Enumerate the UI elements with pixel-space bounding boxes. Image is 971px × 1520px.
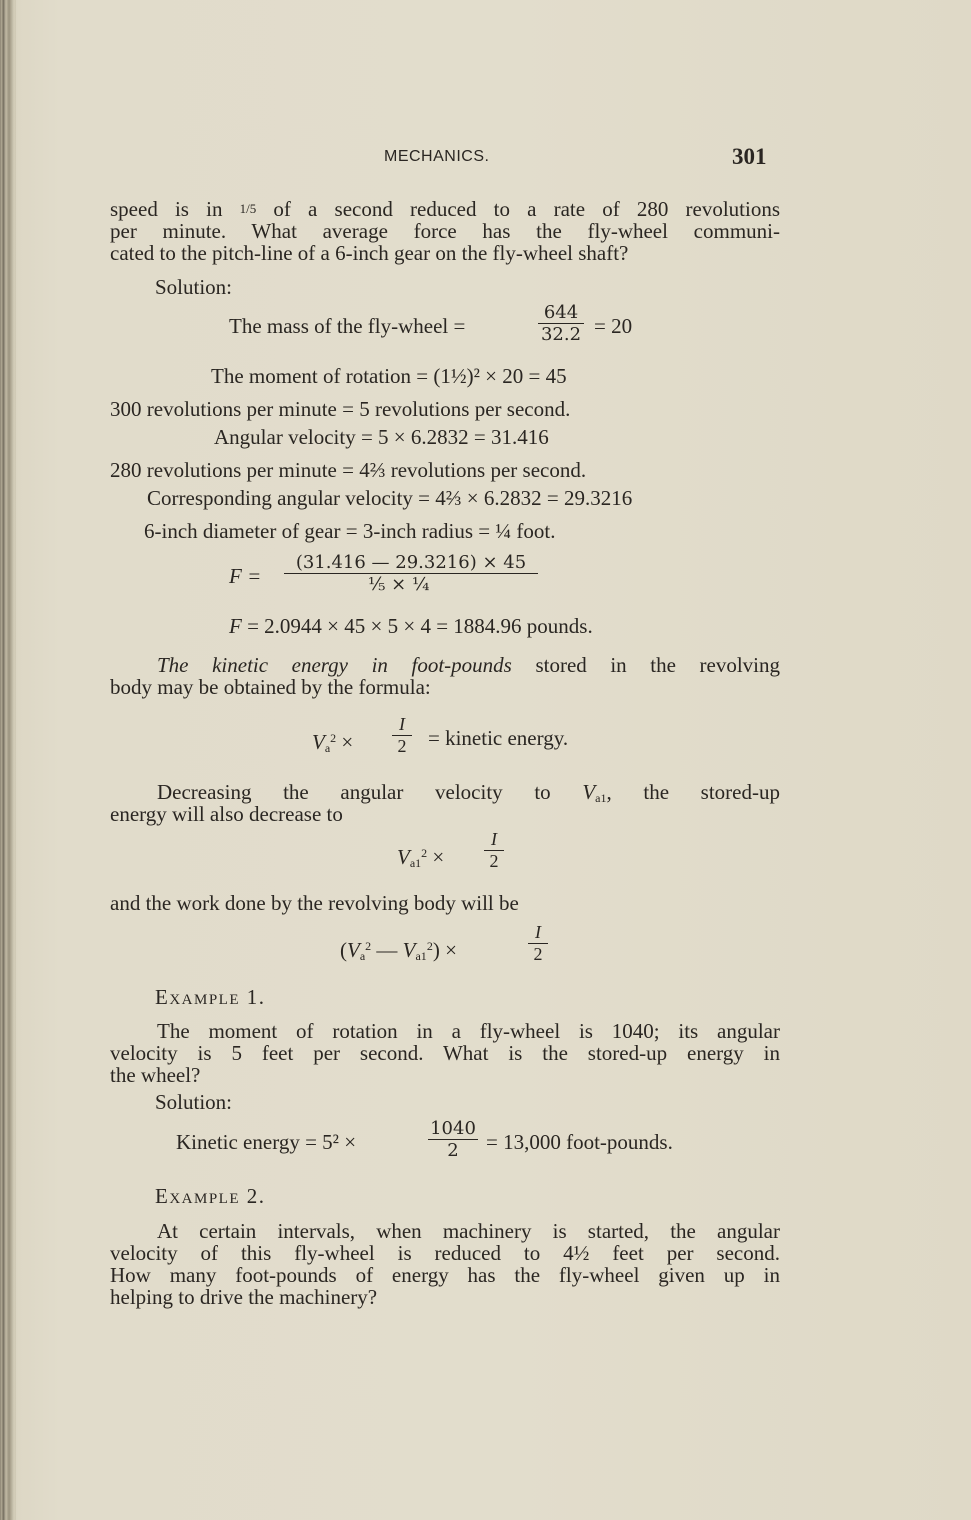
example-2-label: Example 2. bbox=[155, 1184, 266, 1208]
fraction-one-fifth: 1/5 bbox=[239, 201, 257, 216]
angular-velocity-equation: Angular velocity = 5 × 6.2832 = 31.416 bbox=[214, 425, 549, 449]
force-result: F = 2.0944 × 45 × 5 × 4 = 1884.96 pounds. bbox=[229, 614, 593, 638]
example-2-line-2: velocity of this fly-wheel is reduced to 4½ feet per second. bbox=[110, 1241, 780, 1265]
mass-fraction: 644 32.2 bbox=[538, 302, 584, 345]
running-header bbox=[0, 144, 971, 174]
running-title: MECHANICS. bbox=[384, 148, 490, 165]
example-1-line-2: velocity is 5 feet per second. What is the stored-up energy in bbox=[110, 1041, 780, 1065]
kinetic-para-line-1: The kinetic energy in foot-pounds stored in the revolving bbox=[157, 653, 780, 677]
example-1-solution-label: Solution: bbox=[155, 1090, 233, 1114]
formula-work-lhs: ($V_a^2$ — $V_{a1}^2$) × bbox=[340, 938, 457, 963]
revolutions-300: 300 revolutions per minute = 5 revolutions per second. bbox=[110, 397, 571, 421]
work-done-line: and the work done by the revolving body will be bbox=[110, 891, 519, 915]
gear-radius-line: 6-inch diameter of gear = 3-inch radius = ¼ foot. bbox=[144, 519, 556, 543]
force-fraction: (31.416 — 29.3216) × 45 ⅕ × ¼ bbox=[284, 552, 538, 595]
decreasing-line-1: Decreasing the angular velocity to $V_{a1}$, the stored-up bbox=[157, 780, 780, 805]
book-binding-edge bbox=[0, 0, 16, 1520]
example-1-equation-result: = 13,000 foot-pounds. bbox=[486, 1130, 673, 1154]
example-1-line-3: the wheel? bbox=[110, 1063, 201, 1087]
example-1-label: Example 1. bbox=[155, 985, 266, 1009]
formula-kinetic-rhs: = kinetic energy. bbox=[428, 726, 569, 750]
intro-line-3: cated to the pitch-line of a 6-inch gear on the fly-wheel shaft? bbox=[110, 241, 629, 265]
example-1-equation-lead: Kinetic energy = 5² × bbox=[176, 1130, 357, 1154]
formula-kinetic-fraction: I 2 bbox=[392, 714, 412, 757]
kinetic-para-line-2: body may be obtained by the formula: bbox=[110, 675, 431, 699]
formula-kinetic-lhs: $V_a^2$ × bbox=[312, 730, 354, 755]
example-2-line-1: At certain intervals, when machinery is started, the angular bbox=[157, 1219, 780, 1243]
moment-equation: The moment of rotation = (1½)² × 20 = 45 bbox=[211, 364, 567, 388]
mass-equation-result: = 20 bbox=[594, 314, 633, 338]
force-lhs: F = bbox=[229, 564, 262, 588]
page-number: 301 bbox=[732, 144, 767, 169]
formula-work-fraction: I 2 bbox=[528, 922, 548, 965]
intro-line-1: speed is in 1/5 of a second reduced to a rate of 280 revolutions bbox=[110, 197, 780, 221]
formula-decreased-lhs: $V_{a1}^2$ × bbox=[397, 845, 445, 870]
example-2-line-4: helping to drive the machinery? bbox=[110, 1285, 378, 1309]
mass-equation-lead: The mass of the fly-wheel = bbox=[229, 314, 466, 338]
formula-decreased-fraction: I 2 bbox=[484, 829, 504, 872]
intro-line-2: per minute. What average force has the fly-wheel communi- bbox=[110, 219, 780, 243]
example-1-line-1: The moment of rotation in a fly-wheel is 1040; its angular bbox=[157, 1019, 780, 1043]
decreasing-line-2: energy will also decrease to bbox=[110, 802, 343, 826]
example-2-line-3: How many foot-pounds of energy has the fly-wheel given up in bbox=[110, 1263, 780, 1287]
solution-label: Solution: bbox=[155, 275, 233, 299]
corresponding-velocity-equation: Corresponding angular velocity = 4⅔ × 6.2832 = 29.3216 bbox=[147, 486, 633, 510]
example-1-fraction: 1040 2 bbox=[428, 1118, 478, 1161]
revolutions-280: 280 revolutions per minute = 4⅔ revolutions per second. bbox=[110, 458, 587, 482]
